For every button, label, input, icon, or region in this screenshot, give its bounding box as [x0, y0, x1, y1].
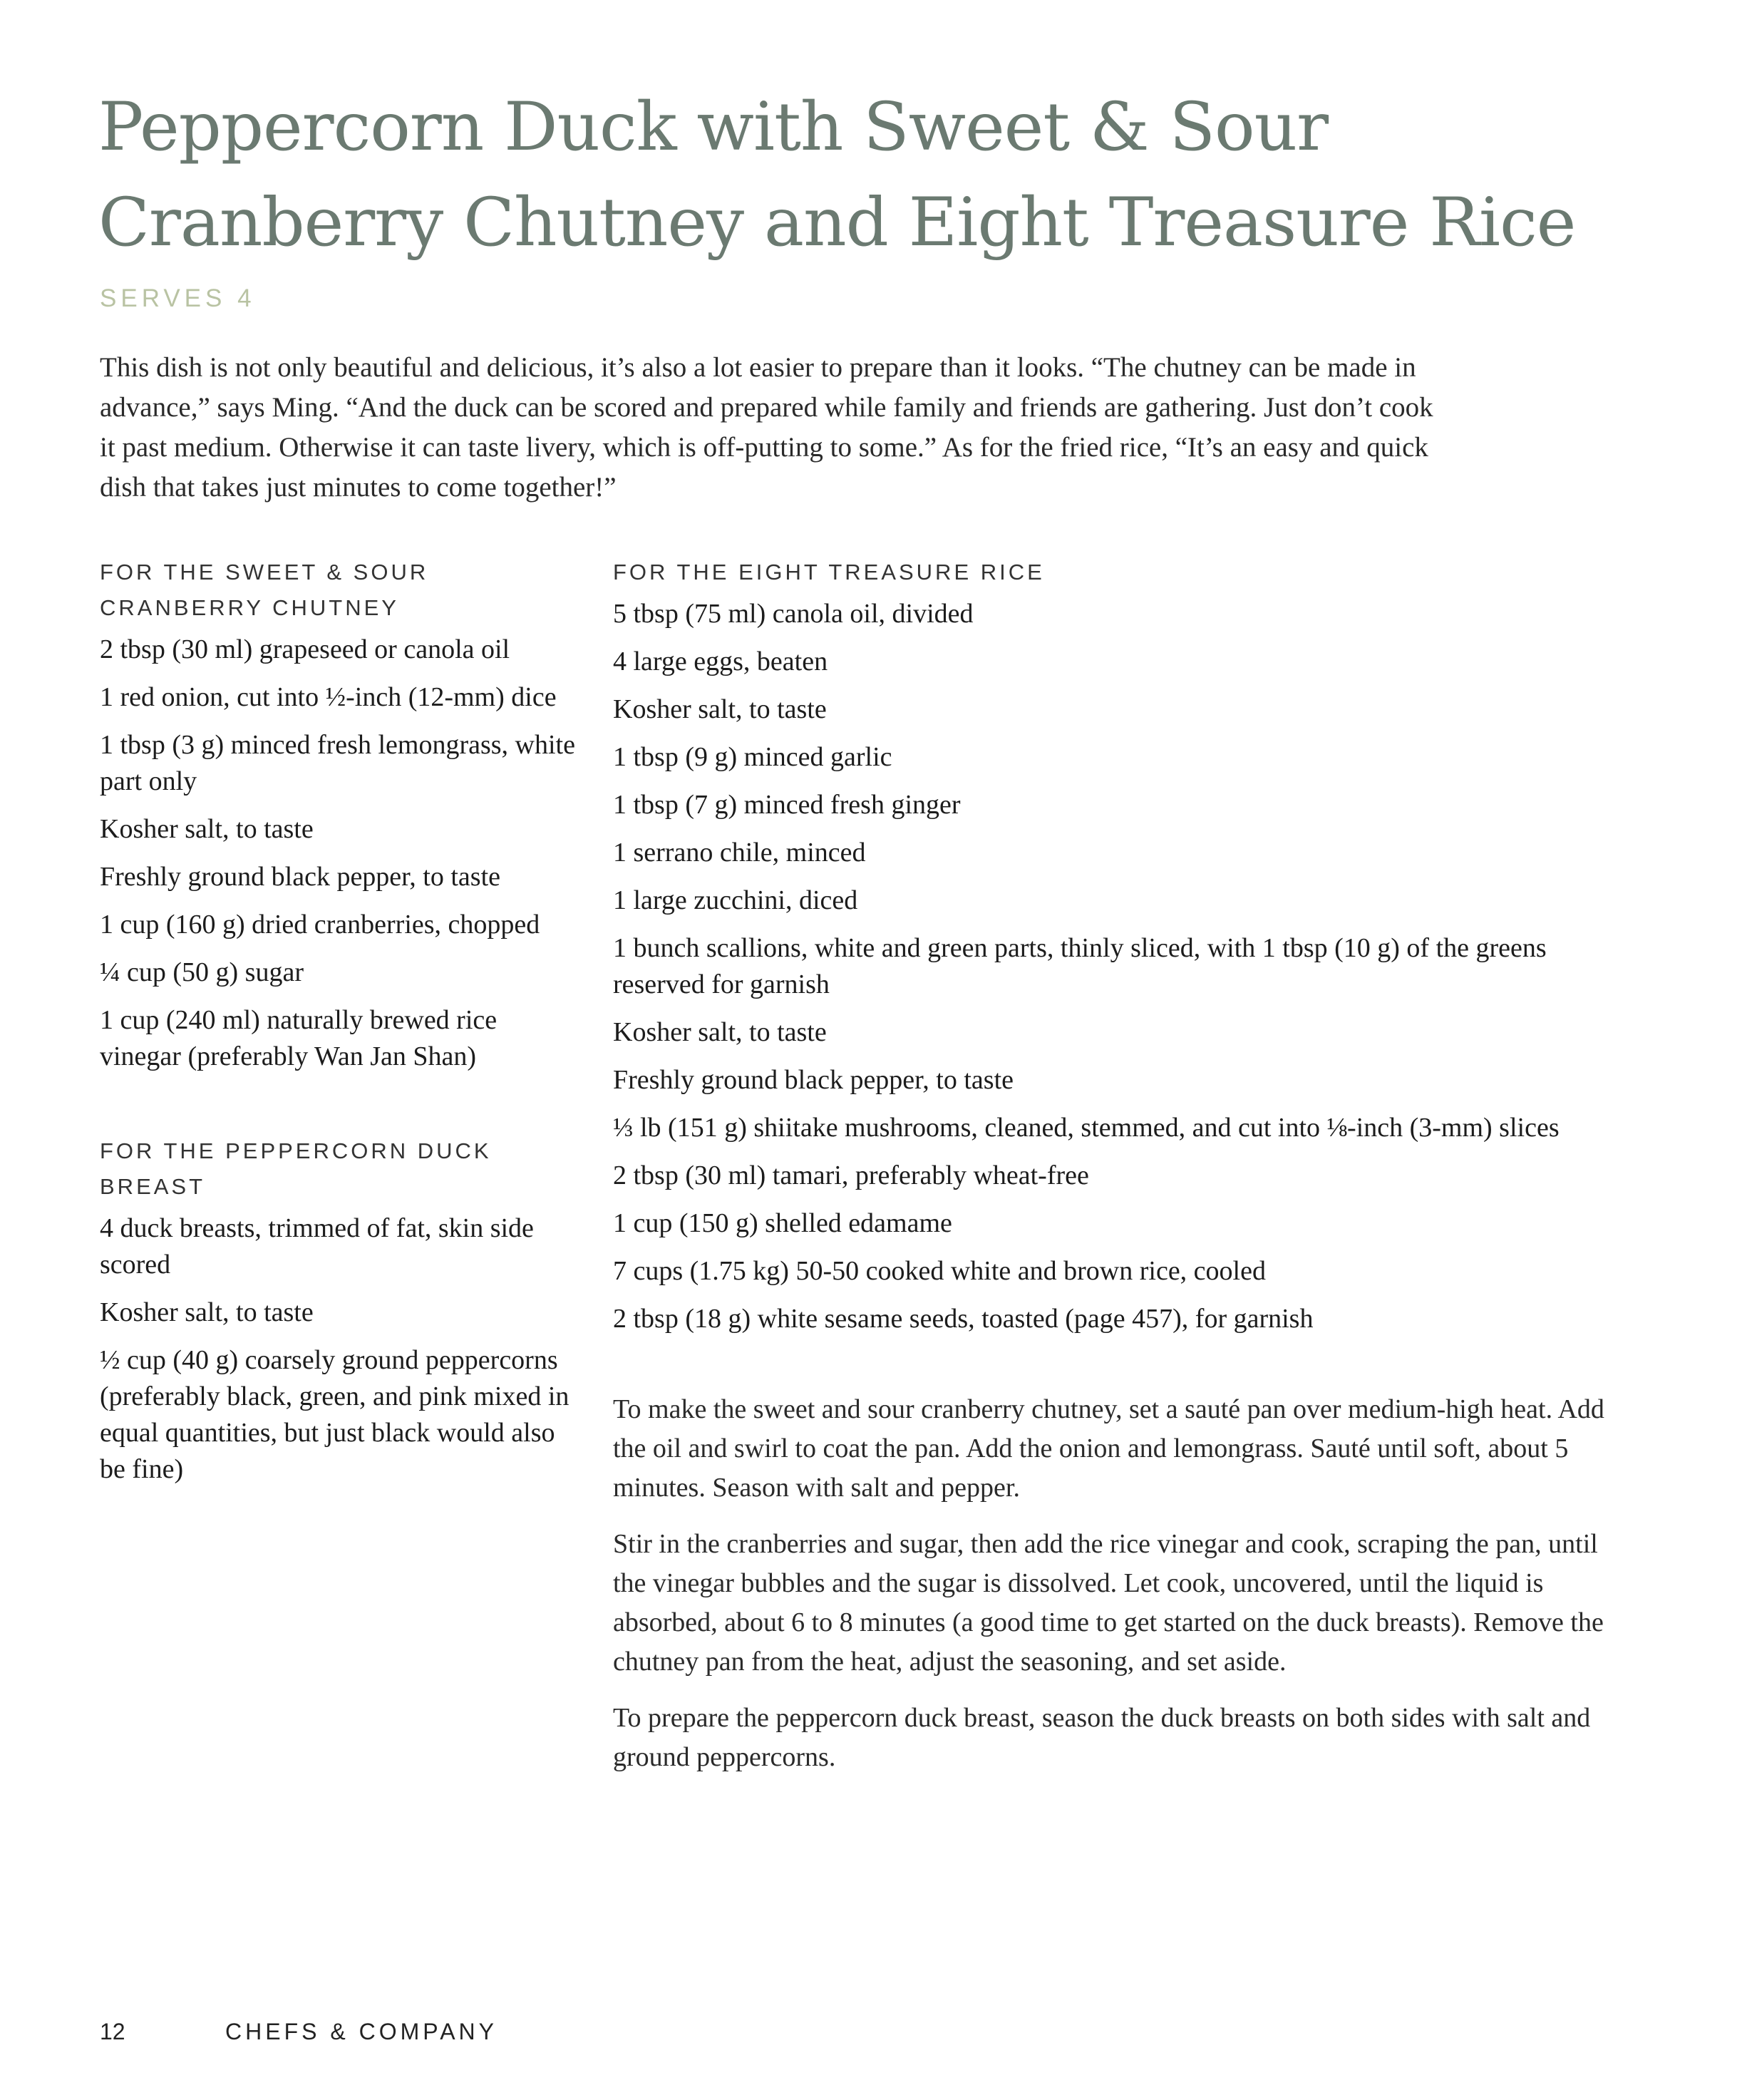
method-step: Stir in the cranberries and sugar, then add the rice vinegar and cook, scraping the pan, until the vinegar bubbles and the sugar is dissolved. Let cook, uncovered, until the liquid is absorbed, about 6 to 8 minutes (a good time to get started on the duck breasts). Remove the chutney pan from the heat, adjust the seasoning, and set aside. [613, 1529, 1604, 1677]
ingredient-item: 1 cup (240 ml) naturally brewed rice vinegar (preferably Wan Jan Shan) [100, 1005, 498, 1071]
ingredient-item: 7 cups (1.75 kg) 50-50 cooked white and brown rice, cooled [613, 1256, 1266, 1286]
ingredient-item: Freshly ground black pepper, to taste [100, 862, 501, 892]
ingredient-item: Kosher salt, to taste [613, 694, 827, 724]
ingredient-item: 1 serrano chile, minced [613, 838, 866, 868]
recipe-title: Peppercorn Duck with Sweet & Sour Cranberry Chutney and Eight Treasure Rice [98, 88, 1576, 262]
page-number: 12 [100, 2019, 125, 2044]
method-step: To prepare the peppercorn duck breast, season the duck breasts on both sides with salt and ground peppercorns. [613, 1703, 1591, 1772]
ingredient-item: Freshly ground black pepper, to taste [613, 1065, 1014, 1095]
method-section [613, 1390, 1625, 1777]
serves-label: SERVES 4 [100, 284, 256, 312]
ingredient-item: ¼ cup (50 g) sugar [100, 957, 304, 987]
duck-heading: FOR THE PEPPERCORN DUCK BREAST [100, 1138, 492, 1199]
ingredient-item: Kosher salt, to taste [613, 1017, 827, 1047]
ingredient-item: 1 cup (150 g) shelled edamame [613, 1208, 952, 1238]
ingredient-item: 2 tbsp (30 ml) tamari, preferably wheat-free [613, 1160, 1089, 1190]
ingredient-item: 2 tbsp (18 g) white sesame seeds, toasted (page 457), for garnish [613, 1304, 1314, 1334]
rice-heading: FOR THE EIGHT TREASURE RICE [613, 560, 1045, 585]
section-spacer [100, 1086, 584, 1133]
page-footer [100, 2019, 498, 2045]
ingredient-item: 1 tbsp (3 g) minced fresh lemongrass, white part only [100, 730, 575, 796]
chutney-ingredient-list [100, 632, 584, 1075]
method-step: To make the sweet and sour cranberry chutney, set a sauté pan over medium-high heat. Add the oil and swirl to coat the pan. Add the onion and lemongrass. Sauté until soft, about 5 minutes. Season with salt and pepper. [613, 1394, 1604, 1503]
ingredient-item: 1 cup (160 g) dried cranberries, chopped [100, 910, 540, 940]
book-title: CHEFS & COMPANY [225, 2019, 498, 2044]
ingredient-item: 1 tbsp (9 g) minced garlic [613, 742, 892, 772]
ingredient-item: 1 bunch scallions, white and green parts, thinly sliced, with 1 tbsp (10 g) of the greens reserved for garnish [613, 933, 1547, 999]
ingredient-item: Kosher salt, to taste [100, 1297, 314, 1327]
ingredient-item: Kosher salt, to taste [100, 814, 314, 844]
duck-ingredient-list [100, 1210, 584, 1488]
right-column [613, 555, 1625, 1794]
rice-ingredient-list [613, 596, 1625, 1337]
ingredient-item: 1 large zucchini, diced [613, 885, 858, 915]
ingredient-item: 5 tbsp (75 ml) canola oil, divided [613, 599, 974, 629]
ingredient-item: 4 large eggs, beaten [613, 647, 828, 676]
ingredient-item: 1 red onion, cut into ½-inch (12-mm) dice [100, 682, 557, 712]
ingredient-item: ⅓ lb (151 g) shiitake mushrooms, cleaned, stemmed, and cut into ⅛-inch (3-mm) slices [613, 1113, 1560, 1143]
ingredient-item: ½ cup (40 g) coarsely ground peppercorns (preferably black, green, and pink mixed in equal quantities, but just black would also be fine) [100, 1345, 569, 1484]
ingredient-item: 4 duck breasts, trimmed of fat, skin side scored [100, 1213, 534, 1280]
ingredient-item: 1 tbsp (7 g) minced fresh ginger [613, 790, 961, 820]
chutney-heading: FOR THE SWEET & SOUR CRANBERRY CHUTNEY [100, 560, 429, 620]
intro-paragraph: This dish is not only beautiful and delicious, it’s also a lot easier to prepare than it looks. “The chutney can be made in advance,” says Ming. “And the duck can be scored and prepared while family and friends are gathering. Just don’t cook it past medium. Otherwise it can taste livery, which is off-putting to some.” As for the fried rice, “It’s an easy and quick dish that takes just minutes to come together!” [100, 352, 1433, 503]
left-column [100, 555, 584, 1499]
ingredient-item: 2 tbsp (30 ml) grapeseed or canola oil [100, 634, 510, 664]
